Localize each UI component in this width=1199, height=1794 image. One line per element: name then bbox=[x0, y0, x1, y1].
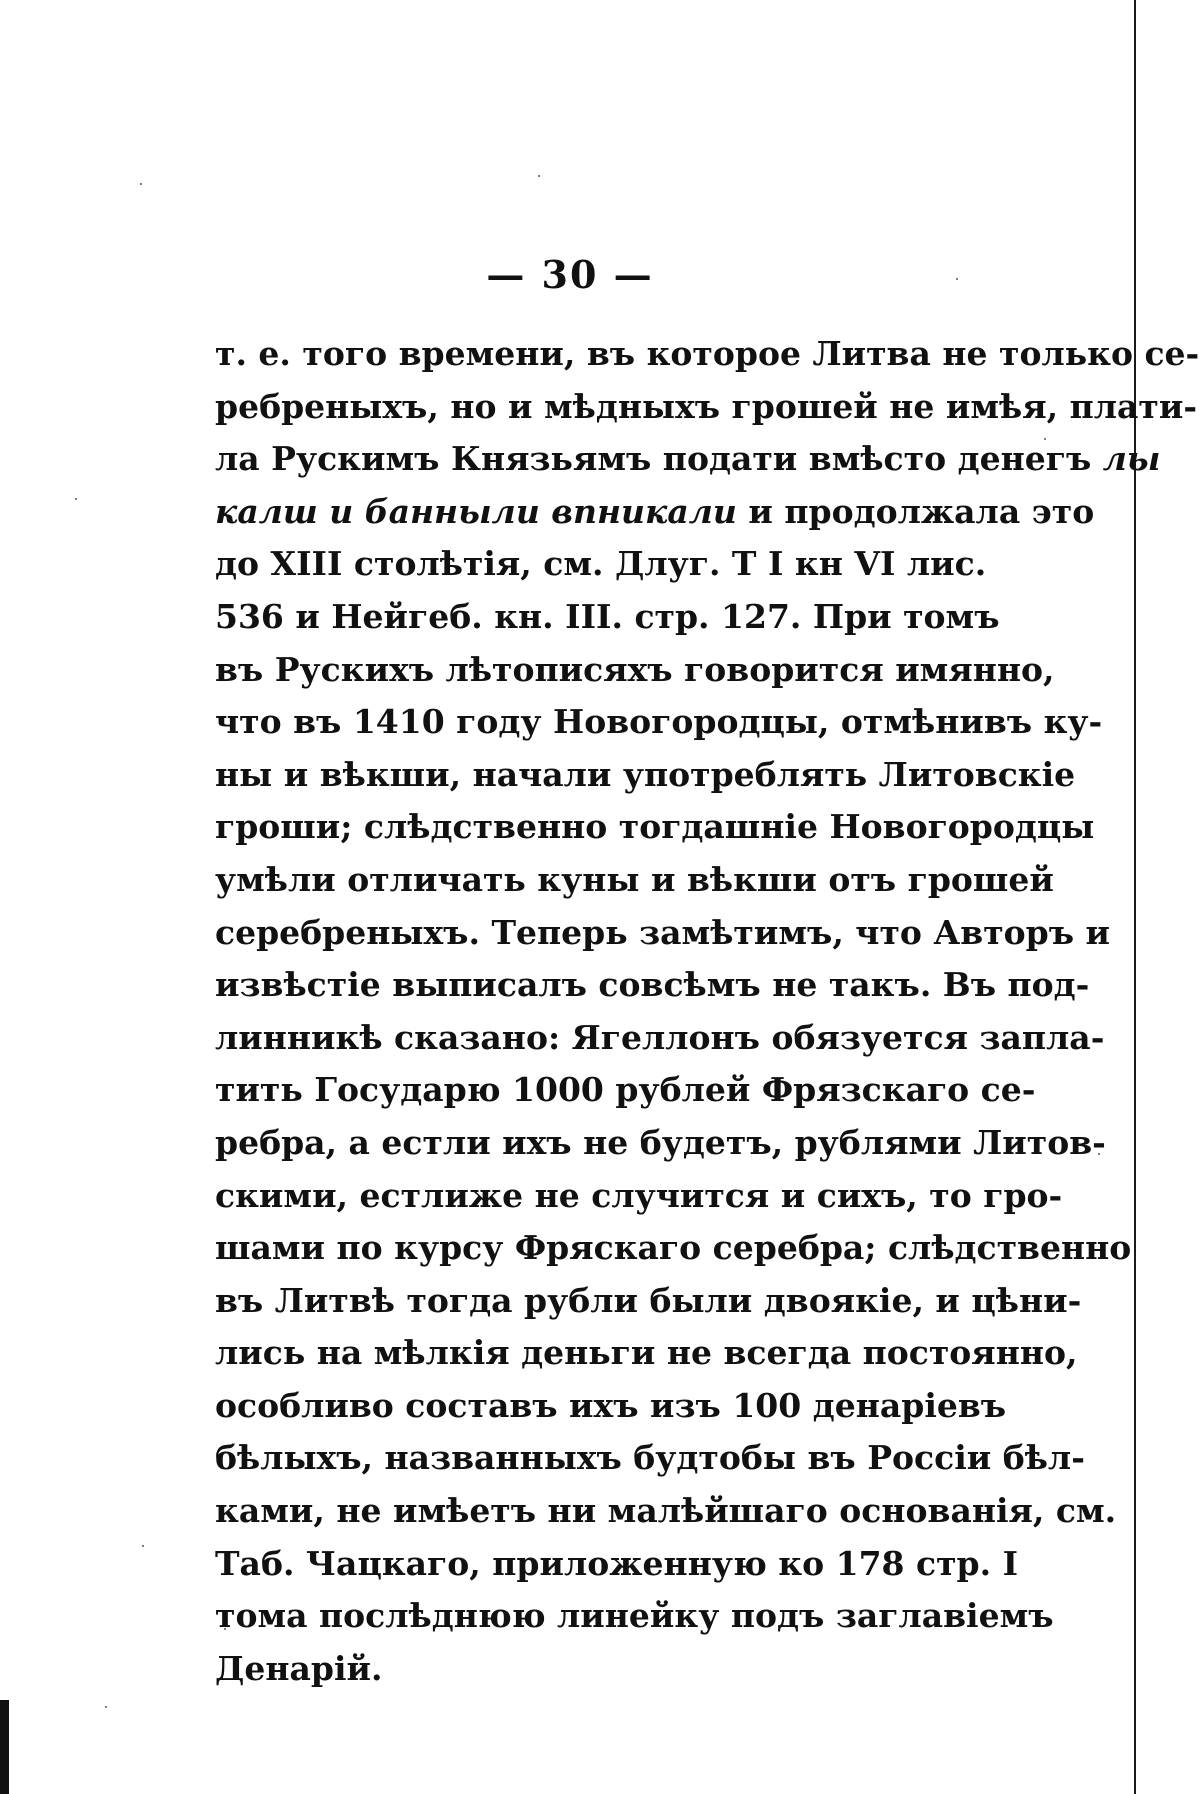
text-segment: шами по курсу Фряскаго серебра; слѣдственно bbox=[215, 1228, 1132, 1268]
text-segment: что въ 1410 году Новогородцы, отмѣнивъ ку- bbox=[215, 702, 1103, 742]
text-line bbox=[215, 1170, 1063, 1223]
text-line bbox=[215, 1064, 1036, 1117]
text-segment: особливо составъ ихъ изъ 100 денаріевъ bbox=[215, 1385, 1007, 1425]
text-segment: ребра, а естли ихъ не будетъ, рублями Литов- bbox=[215, 1122, 1106, 1162]
text-segment: Денарій. bbox=[215, 1648, 383, 1688]
text-segment: гроши; слѣдственно тогдашніе Новогородцы bbox=[215, 807, 1095, 847]
text-line bbox=[215, 854, 1054, 907]
text-line bbox=[215, 959, 1090, 1012]
text-line bbox=[215, 381, 1198, 434]
body-text bbox=[215, 328, 1199, 1695]
text-segment: ла Рускимъ Князьямъ подати вмѣсто денегъ bbox=[215, 439, 1103, 479]
text-line bbox=[215, 1012, 1105, 1065]
paper-speck bbox=[538, 175, 540, 177]
text-line bbox=[215, 1222, 1132, 1275]
text-line bbox=[215, 486, 1095, 539]
text-line bbox=[215, 1380, 1007, 1433]
text-segment: линникѣ сказано: Ягеллонъ обязуется запла- bbox=[215, 1017, 1105, 1057]
binding-shadow-mark bbox=[0, 1700, 9, 1794]
text-line bbox=[215, 696, 1103, 749]
text-line bbox=[215, 591, 1000, 644]
text-segment: серебреныхъ. Теперь замѣтимъ, что Авторъ и bbox=[215, 912, 1111, 952]
text-segment: въ Рускихъ лѣтописяхъ говорится имянно, bbox=[215, 649, 1055, 689]
text-line bbox=[215, 1432, 1085, 1485]
text-segment: 536 и Нейгеб. кн. III. стр. 127. При томъ bbox=[215, 596, 1000, 636]
text-line bbox=[215, 1538, 1019, 1591]
text-segment: тома послѣднюю линейку подъ заглавіемъ bbox=[215, 1596, 1054, 1636]
text-segment: лись на мѣлкія деньги не всегда постоянно, bbox=[215, 1333, 1078, 1373]
text-line bbox=[215, 1485, 1117, 1538]
text-segment: до XIII столѣтія, см. Длуг. Т I кн VI лис. bbox=[215, 544, 987, 584]
text-line bbox=[215, 801, 1095, 854]
text-line bbox=[215, 1327, 1078, 1380]
text-segment: т. е. того времени, въ которое Литва не только се- bbox=[215, 334, 1199, 373]
text-line bbox=[215, 1275, 1082, 1328]
text-segment: тить Государю 1000 рублей Фрязскаго се- bbox=[215, 1070, 1036, 1110]
text-segment: и продолжала это bbox=[736, 491, 1095, 531]
text-segment: въ Литвѣ тогда рубли были двоякіе, и цѣни- bbox=[215, 1280, 1082, 1320]
text-line bbox=[215, 1590, 1054, 1643]
paper-speck bbox=[105, 1706, 107, 1708]
paper-speck bbox=[140, 183, 142, 185]
text-line bbox=[215, 328, 1199, 381]
text-segment: ребреныхъ, но и мѣдныхъ грошей не имѣя, плати- bbox=[215, 386, 1198, 426]
paper-speck bbox=[75, 498, 77, 500]
text-line bbox=[215, 749, 1076, 802]
text-segment: ны и вѣкши, начали употреблять Литовскіе bbox=[215, 754, 1076, 794]
text-segment: бѣлыхъ, названныхъ будтобы въ Россіи бѣл- bbox=[215, 1438, 1085, 1478]
text-segment: Таб. Чацкаго, приложенную ко 178 стр. I bbox=[215, 1543, 1019, 1583]
text-line bbox=[215, 644, 1055, 697]
page-number: — 30 — bbox=[486, 252, 654, 297]
text-line bbox=[215, 1117, 1106, 1170]
paper-speck bbox=[142, 1545, 144, 1547]
text-segment: ками, не имѣетъ ни малѣйшаго основанія, см. bbox=[215, 1491, 1117, 1531]
italic-text-segment: лы bbox=[1102, 439, 1161, 479]
italic-text-segment: калш и банныли впникали bbox=[215, 491, 737, 531]
text-line bbox=[215, 538, 987, 591]
text-line bbox=[215, 907, 1111, 960]
text-line bbox=[215, 1643, 957, 1696]
text-segment: скими, естлиже не случится и сихъ, то гро- bbox=[215, 1175, 1063, 1215]
text-segment: извѣстіе выписалъ совсѣмъ не такъ. Въ под- bbox=[215, 965, 1090, 1005]
text-line bbox=[215, 433, 1161, 486]
text-segment: умѣли отличать куны и вѣкши отъ грошей bbox=[215, 859, 1054, 899]
